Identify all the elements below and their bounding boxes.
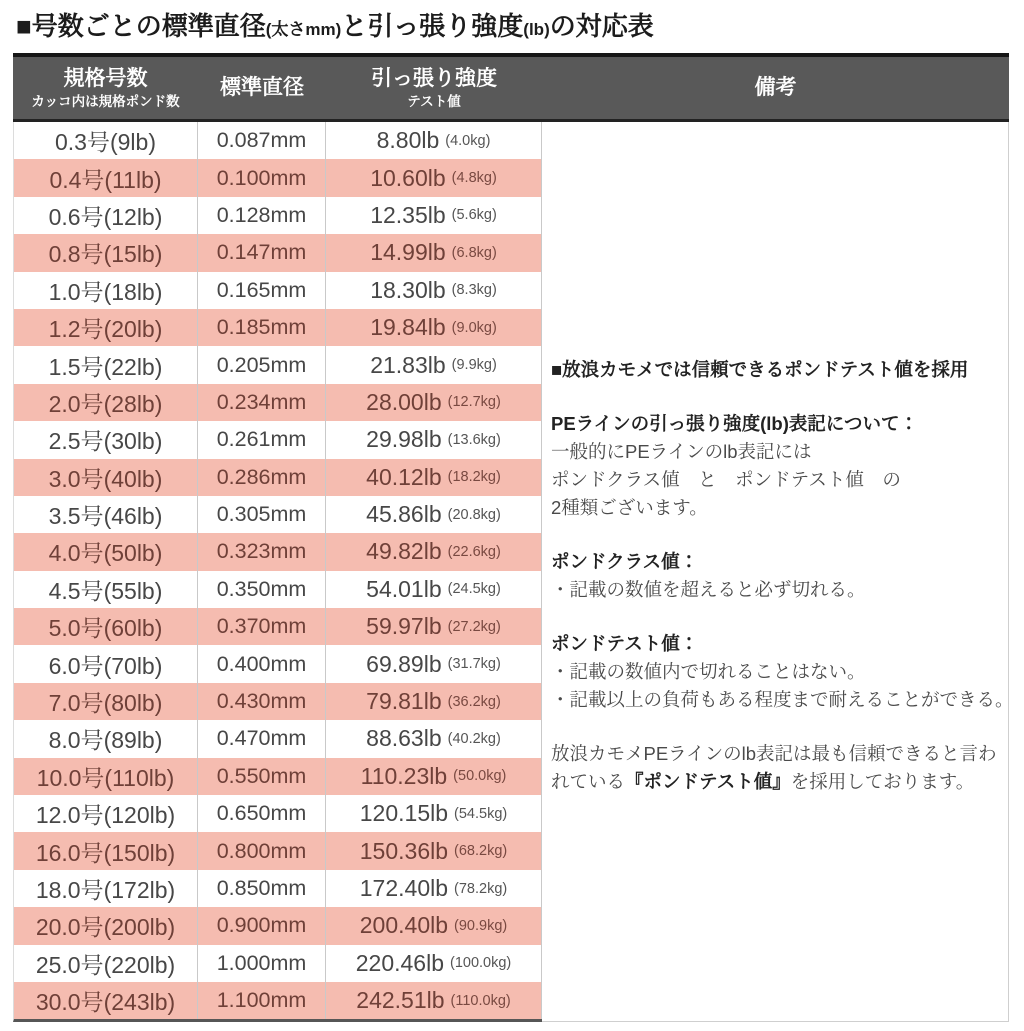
table-row — [14, 870, 542, 907]
row-size-cell: 16.0号(150lb) — [14, 832, 198, 869]
row-diameter-cell: 0.400mm — [198, 645, 326, 682]
remarks-line: ・記載の数値内で切れることはない。 — [551, 660, 866, 682]
row-size-cell: 4.5号(55lb) — [14, 571, 198, 608]
strength-kg-value: (110.0kg) — [450, 992, 511, 1009]
table-row — [14, 832, 542, 869]
row-size-cell: 10.0号(110lb) — [14, 758, 198, 795]
strength-lb-value: 29.98lb — [366, 426, 442, 453]
remarks-heading: PEラインの引っ張り強度(lb)表記について： — [551, 412, 919, 434]
table-row — [14, 496, 542, 533]
table-row — [14, 122, 542, 159]
strength-lb-value: 49.82lb — [366, 538, 442, 565]
title-part: (lb) — [523, 20, 550, 39]
title-part: の対応表 — [549, 11, 654, 41]
row-strength-cell — [326, 683, 542, 720]
row-strength-cell — [326, 272, 542, 309]
row-size-cell: 5.0号(60lb) — [14, 608, 198, 645]
row-size-cell: 0.8号(15lb) — [14, 234, 198, 271]
row-strength-cell — [326, 795, 542, 832]
strength-lb-value: 54.01lb — [366, 575, 442, 602]
header-size-label: 規格号数 — [63, 66, 148, 90]
strength-kg-value: (36.2kg) — [447, 693, 501, 710]
strength-kg-value: (18.2kg) — [447, 469, 501, 486]
remarks-heading: ポンドテスト値： — [551, 632, 699, 654]
table-body — [13, 122, 1014, 1022]
remarks-text: 放浪カモメPEラインのlb表記は最も信頼できると言われている — [551, 742, 997, 792]
table-row — [14, 346, 542, 383]
title-part: と引っ張り強度 — [341, 11, 524, 41]
remarks-emphasis: 『ポンドテスト値』 — [625, 770, 791, 792]
row-diameter-cell: 0.850mm — [198, 870, 326, 907]
table-row — [14, 608, 542, 645]
strength-lb-value: 12.35lb — [370, 201, 446, 228]
header-remarks-label: 備考 — [754, 76, 797, 99]
remarks-heading: ■放浪カモメでは信頼できるポンドテスト値を採用 — [551, 358, 969, 380]
row-strength-cell — [326, 309, 542, 346]
row-diameter-cell: 0.185mm — [198, 309, 326, 346]
row-size-cell: 4.0号(50lb) — [14, 533, 198, 570]
row-strength-cell — [326, 234, 542, 271]
strength-lb-value: 150.36lb — [359, 837, 449, 864]
row-strength-cell — [326, 945, 542, 982]
table-row — [14, 945, 542, 982]
row-diameter-cell: 0.323mm — [198, 533, 326, 570]
row-diameter-cell: 1.100mm — [198, 982, 326, 1019]
row-size-cell: 2.5号(30lb) — [14, 421, 198, 458]
header-remarks-column — [542, 57, 1009, 119]
strength-kg-value: (100.0kg) — [449, 955, 512, 972]
row-strength-cell — [326, 832, 542, 869]
strength-kg-value: (20.8kg) — [447, 506, 501, 523]
table-row — [14, 384, 542, 421]
row-size-cell: 25.0号(220lb) — [14, 945, 198, 982]
row-diameter-cell: 0.100mm — [198, 159, 326, 196]
row-strength-cell — [326, 533, 542, 570]
row-size-cell: 3.0号(40lb) — [14, 459, 198, 496]
row-size-cell: 2.0号(28lb) — [14, 384, 198, 421]
strength-lb-value: 200.40lb — [359, 912, 449, 939]
page — [0, 7, 1024, 1031]
header-diameter-column — [198, 57, 326, 119]
strength-kg-value: (68.2kg) — [454, 843, 508, 860]
row-diameter-cell: 0.370mm — [198, 608, 326, 645]
row-strength-cell — [326, 197, 542, 234]
remarks-line: ポンドクラス値 と ポンドテスト値 の — [551, 468, 901, 490]
strength-kg-value: (13.6kg) — [447, 431, 501, 448]
title-part: ■号数ごとの標準直径 — [16, 11, 266, 41]
remarks-line: 一般的にPEラインのlb表記には — [551, 440, 812, 462]
table-row — [14, 795, 542, 832]
table-row — [14, 459, 542, 496]
remarks-heading: ポンドクラス値： — [551, 550, 699, 572]
table-row — [14, 645, 542, 682]
row-strength-cell — [326, 459, 542, 496]
row-size-cell: 8.0号(89lb) — [14, 720, 198, 757]
strength-lb-value: 79.81lb — [366, 688, 442, 715]
row-strength-cell — [326, 982, 542, 1019]
row-size-cell: 12.0号(120lb) — [14, 795, 198, 832]
header-strength-sublabel: テスト値 — [407, 93, 461, 109]
strength-lb-value: 45.86lb — [366, 501, 442, 528]
row-diameter-cell: 0.305mm — [198, 496, 326, 533]
row-size-cell: 0.3号(9lb) — [14, 122, 198, 159]
strength-lb-value: 69.89lb — [366, 650, 442, 677]
strength-kg-value: (4.0kg) — [445, 132, 491, 149]
strength-kg-value: (12.7kg) — [447, 394, 501, 411]
header-strength-label: 引っ張り強度 — [371, 66, 497, 90]
row-strength-cell — [326, 645, 542, 682]
remarks-line: 2種類ございます。 — [551, 496, 708, 518]
table-row — [14, 197, 542, 234]
table-row — [14, 272, 542, 309]
remarks-cell — [542, 122, 1014, 1022]
strength-kg-value: (90.9kg) — [454, 917, 508, 934]
row-strength-cell — [326, 758, 542, 795]
row-diameter-cell: 0.800mm — [198, 832, 326, 869]
row-size-cell: 3.5号(46lb) — [14, 496, 198, 533]
table-row — [14, 571, 542, 608]
row-diameter-cell: 0.165mm — [198, 272, 326, 309]
table-row — [14, 720, 542, 757]
row-size-cell: 1.5号(22lb) — [14, 346, 198, 383]
row-strength-cell — [326, 122, 542, 159]
remarks-paragraph — [551, 740, 1002, 796]
remarks-text: を採用しております。 — [790, 770, 975, 792]
strength-kg-value: (8.3kg) — [451, 282, 497, 299]
strength-kg-value: (78.2kg) — [454, 880, 508, 897]
remarks-line: ・記載の数値を超えると必ず切れる。 — [551, 578, 866, 600]
row-size-cell: 18.0号(172lb) — [14, 870, 198, 907]
row-strength-cell — [326, 870, 542, 907]
table-row — [14, 907, 542, 944]
row-diameter-cell: 0.234mm — [198, 384, 326, 421]
title-part: (太さmm) — [265, 20, 342, 39]
strength-kg-value: (9.0kg) — [451, 319, 497, 336]
strength-lb-value: 10.60lb — [370, 164, 446, 191]
row-diameter-cell: 0.470mm — [198, 720, 326, 757]
strength-kg-value: (31.7kg) — [447, 656, 501, 673]
page-title — [16, 7, 1024, 49]
strength-lb-value: 18.30lb — [370, 276, 446, 303]
row-strength-cell — [326, 159, 542, 196]
strength-kg-value: (50.0kg) — [453, 768, 507, 785]
strength-lb-value: 28.00lb — [366, 388, 442, 415]
table-row — [14, 533, 542, 570]
row-strength-cell — [326, 421, 542, 458]
row-size-cell: 0.4号(11lb) — [14, 159, 198, 196]
strength-lb-value: 120.15lb — [359, 800, 449, 827]
row-diameter-cell: 0.286mm — [198, 459, 326, 496]
strength-kg-value: (40.2kg) — [447, 730, 501, 747]
header-diameter-label: 標準直径 — [220, 76, 304, 99]
row-diameter-cell: 0.650mm — [198, 795, 326, 832]
table-row — [14, 309, 542, 346]
row-strength-cell — [326, 496, 542, 533]
row-size-cell: 0.6号(12lb) — [14, 197, 198, 234]
remarks-gap — [551, 714, 1002, 740]
row-diameter-cell: 0.900mm — [198, 907, 326, 944]
strength-kg-value: (27.2kg) — [447, 618, 501, 635]
strength-kg-value: (4.8kg) — [451, 170, 497, 187]
table-row — [14, 421, 542, 458]
row-strength-cell — [326, 720, 542, 757]
row-diameter-cell: 0.550mm — [198, 758, 326, 795]
strength-lb-value: 172.40lb — [359, 875, 449, 901]
strength-lb-value: 59.97lb — [366, 613, 442, 640]
row-diameter-cell: 0.205mm — [198, 346, 326, 383]
row-strength-cell — [326, 907, 542, 944]
spec-table — [13, 53, 1014, 1022]
row-strength-cell — [326, 346, 542, 383]
strength-lb-value: 14.99lb — [370, 239, 446, 266]
table-rows — [13, 122, 542, 1022]
row-size-cell: 1.0号(18lb) — [14, 272, 198, 309]
table-row — [14, 234, 542, 271]
header-size-sublabel: カッコ内は規格ポンド数 — [31, 93, 180, 109]
strength-kg-value: (6.8kg) — [451, 244, 497, 261]
strength-kg-value: (5.6kg) — [451, 207, 497, 224]
row-diameter-cell: 1.000mm — [198, 945, 326, 982]
strength-kg-value: (9.9kg) — [451, 357, 497, 374]
strength-lb-value: 242.51lb — [356, 987, 445, 1014]
row-size-cell: 30.0号(243lb) — [14, 982, 198, 1019]
table-row — [14, 982, 542, 1019]
strength-lb-value: 19.84lb — [370, 314, 446, 341]
header-size-column — [13, 57, 198, 119]
row-diameter-cell: 0.087mm — [198, 122, 326, 159]
row-diameter-cell: 0.350mm — [198, 571, 326, 608]
remarks-gap — [551, 384, 1002, 410]
row-size-cell: 6.0号(70lb) — [14, 645, 198, 682]
row-size-cell: 7.0号(80lb) — [14, 683, 198, 720]
remarks-line: ・記載以上の負荷もある程度まで耐えることができる。 — [551, 688, 1014, 710]
row-diameter-cell: 0.128mm — [198, 197, 326, 234]
strength-lb-value: 21.83lb — [370, 351, 446, 378]
header-strength-column — [326, 57, 542, 119]
strength-lb-value: 8.80lb — [376, 127, 440, 154]
strength-lb-value: 40.12lb — [366, 463, 442, 490]
remarks-gap — [551, 522, 1002, 548]
row-strength-cell — [326, 571, 542, 608]
strength-kg-value: (24.5kg) — [447, 581, 501, 598]
strength-kg-value: (22.6kg) — [447, 543, 501, 560]
table-row — [14, 159, 542, 196]
strength-lb-value: 220.46lb — [355, 949, 444, 976]
remarks-gap — [551, 604, 1002, 630]
row-diameter-cell: 0.430mm — [198, 683, 326, 720]
row-size-cell: 1.2号(20lb) — [14, 309, 198, 346]
row-diameter-cell: 0.261mm — [198, 421, 326, 458]
strength-lb-value: 110.23lb — [360, 762, 448, 789]
row-size-cell: 20.0号(200lb) — [14, 907, 198, 944]
row-diameter-cell: 0.147mm — [198, 234, 326, 271]
table-header-row — [13, 57, 1009, 122]
strength-lb-value: 88.63lb — [366, 725, 442, 752]
table-row — [14, 758, 542, 795]
row-strength-cell — [326, 608, 542, 645]
table-row — [14, 683, 542, 720]
strength-kg-value: (54.5kg) — [454, 805, 508, 822]
row-strength-cell — [326, 384, 542, 421]
